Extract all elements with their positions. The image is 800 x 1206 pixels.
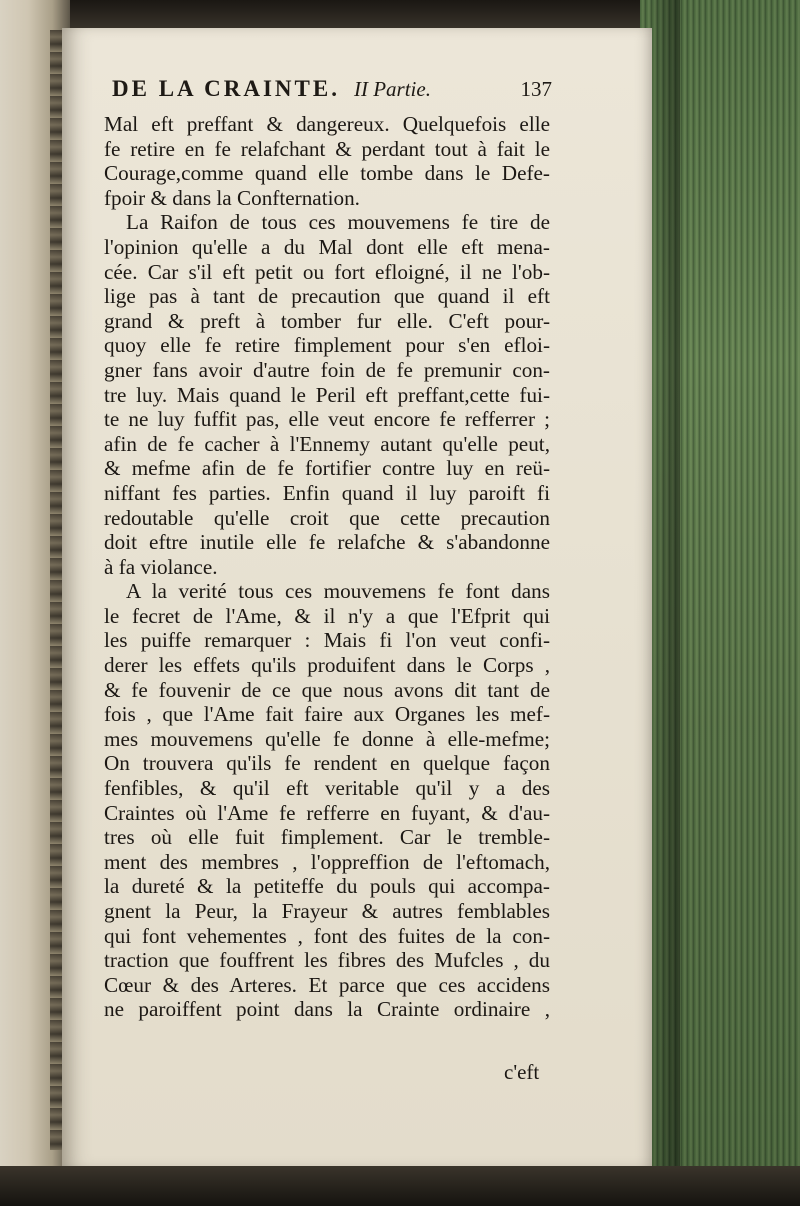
text-line: On trouvera qu'ils fe rendent en quelque façon: [104, 751, 550, 776]
text-line: le fecret de l'Ame, & il n'y a que l'Efprit qui: [104, 603, 550, 628]
text-line: derer les effets qu'ils produifent dans le Corps ,: [104, 653, 550, 678]
text-line: te ne luy fuffit pas, elle veut encore fe refferrer ;: [104, 407, 550, 432]
text-line: fpoir & dans la Confternation.: [104, 185, 360, 210]
text-line: lige pas à tant de precaution que quand il eft: [104, 284, 550, 309]
bottom-shadow: [0, 1166, 800, 1206]
text-line: mes mouvemens qu'elle fe donne à elle-mefme;: [104, 726, 550, 751]
text-line: A la verité tous ces mouvemens fe font dans: [126, 579, 550, 604]
running-head-part: II Partie.: [353, 77, 431, 101]
text-line: gner fans avoir d'autre foin de fe premunir con-: [104, 357, 550, 382]
text-line: ment des membres , l'oppreffion de l'eftomach,: [104, 849, 550, 874]
running-head-title: DE LA CRAINTE.: [112, 76, 340, 101]
text-line: Mal eft preffant & dangereux. Quelquefois elle: [104, 112, 550, 136]
text-line: tres où elle fuit fimplement. Car le tremble-: [104, 825, 550, 850]
text-line: doit eftre inutile elle fe relafche & s'abandonne: [104, 530, 550, 555]
text-line: & mefme afin de fe fortifier contre luy en reü-: [104, 456, 550, 481]
text-line: qui font vehementes , font des fuites de la con-: [104, 923, 550, 948]
text-line: à fa violance.: [104, 554, 218, 579]
text-line: quoy elle fe retire fimplement pour s'en efloi-: [104, 333, 550, 358]
text-line: l'opinion qu'elle a du Mal dont elle eft mena-: [104, 234, 550, 259]
text-line: Cœur & des Arteres. Et parce que ces accidens: [104, 972, 550, 997]
text-line: tre luy. Mais quand le Peril eft preffant,cette fui-: [104, 382, 550, 407]
text-line: les puiffe remarquer : Mais fi l'on veut confi-: [104, 628, 550, 653]
fore-edge-shadow: [650, 0, 680, 1206]
text-line: Craintes où l'Ame fe refferre en fuyant, & d'au-: [104, 800, 550, 825]
text-line: gnent la Peur, la Frayeur & autres femblables: [104, 899, 550, 923]
text-line: ne paroiffent point dans la Crainte ordinaire ,: [104, 997, 550, 1022]
text-line: redoutable qu'elle croit que cette precaution: [104, 505, 550, 530]
text-line: niffant fes parties. Enfin quand il luy paroift fi: [104, 480, 550, 505]
body-text: [104, 112, 550, 1022]
text-line: cée. Car s'il eft petit ou fort efloigné, il ne l'ob-: [104, 259, 550, 284]
text-line: grand & preft à tomber fur elle. C'eft pour-: [104, 308, 550, 333]
text-line: la dureté & la petiteffe du pouls qui accompa-: [104, 874, 550, 899]
page-number: 137: [520, 77, 552, 101]
catchword: c'eft: [504, 1060, 540, 1084]
text-line: fenfibles, & qu'il eft veritable qu'il y a des: [104, 776, 550, 801]
text-line: afin de fe cacher à l'Ennemy autant qu'elle peut,: [104, 431, 550, 456]
text-line: fe retire en fe relafchant & perdant tout à fait le: [104, 136, 550, 161]
text-line: La Raifon de tous ces mouvemens fe tire de: [126, 210, 550, 235]
page: [62, 28, 652, 1168]
running-head: [112, 76, 552, 102]
text-line: traction que fouffrent les fibres des Mufcles , du: [104, 948, 550, 973]
text-line: Courage,comme quand elle tombe dans le Defe-: [104, 161, 550, 186]
text-line: fois , que l'Ame fait faire aux Organes les mef-: [104, 702, 550, 727]
text-line: & fe fouvenir de ce que nous avons dit tant de: [104, 677, 550, 702]
